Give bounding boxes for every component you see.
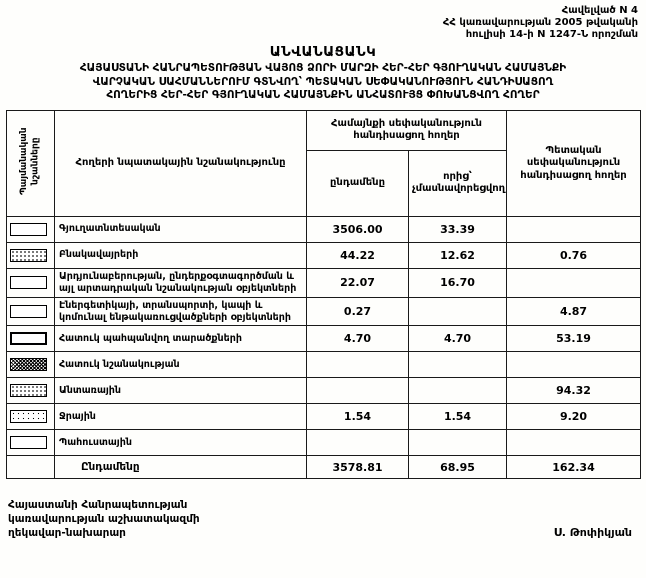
legend-symbol-cell bbox=[7, 242, 55, 268]
community-nonprivatizable-value bbox=[409, 297, 507, 326]
legend-symbol-cell bbox=[7, 268, 55, 297]
community-nonprivatizable-value bbox=[409, 378, 507, 404]
state-value: 53.19 bbox=[507, 326, 641, 352]
state-value: 4.87 bbox=[507, 297, 641, 326]
legend-symbol bbox=[10, 223, 47, 236]
community-nonprivatizable-value: 33.39 bbox=[409, 216, 507, 242]
signatory-name: Ս. Թոփիկյան bbox=[553, 526, 632, 540]
table-row bbox=[7, 326, 641, 352]
state-value bbox=[507, 268, 641, 297]
appendix-header-line: հուլիսի 14-ի N 1247-Ն որոշման bbox=[465, 29, 638, 40]
column-header-purpose: Հողերի նպատակային նշանակությունը bbox=[55, 110, 307, 216]
signatory-title-line: կառավարության աշխատակազմի bbox=[8, 513, 200, 526]
community-total-value: 44.22 bbox=[307, 242, 409, 268]
legend-symbol-cell bbox=[7, 404, 55, 430]
column-header-symbols-label: Պայմանական նշանները bbox=[19, 127, 41, 195]
community-nonprivatizable-value: 12.62 bbox=[409, 242, 507, 268]
signatory-title-line: Հայաստանի Հանրապետության bbox=[8, 499, 188, 512]
table-row bbox=[7, 216, 641, 242]
state-value: 0.76 bbox=[507, 242, 641, 268]
community-total-value: 3506.00 bbox=[307, 216, 409, 242]
table-row bbox=[7, 404, 641, 430]
table-row bbox=[7, 378, 641, 404]
document-footer bbox=[6, 499, 640, 540]
community-total-value: 4.70 bbox=[307, 326, 409, 352]
total-row-label: Ընդամենը bbox=[55, 456, 307, 479]
community-nonprivatizable-value bbox=[409, 352, 507, 378]
land-transfer-table bbox=[6, 110, 641, 480]
land-type-label: Էներգետիկայի, տրանսպորտի, կապի և կոմունալ ենթակառուցվածքների օբյեկտների bbox=[55, 297, 307, 326]
legend-symbol bbox=[10, 410, 47, 423]
community-nonprivatizable-value: 4.70 bbox=[409, 326, 507, 352]
land-type-label: Պահուստային bbox=[55, 430, 307, 456]
community-nonprivatizable-value: 1.54 bbox=[409, 404, 507, 430]
community-total-value bbox=[307, 430, 409, 456]
signatory-title-line: ղեկավար-նախարար bbox=[8, 526, 126, 539]
legend-symbol bbox=[10, 249, 47, 262]
land-type-label: Անտառային bbox=[55, 378, 307, 404]
community-nonprivatizable-value: 16.70 bbox=[409, 268, 507, 297]
state-value bbox=[507, 430, 641, 456]
subtitle-line: ՀՈՂԵՐԻՑ ՀԵՐ-ՀԵՐ ԳՅՈՒՂԱԿԱՆ ՀԱՄԱՅՆՔԻՆ ԱՆՀԱՏՈՒՅՑ ՓՈԽԱՆՑՎՈՂ ՀՈՂԵՐ bbox=[106, 89, 540, 102]
document-title: ԱՆՎԱՆԱՑԱՆԿ bbox=[269, 44, 377, 60]
legend-symbol-cell bbox=[7, 216, 55, 242]
total-state-value: 162.34 bbox=[507, 456, 641, 479]
state-value: 94.32 bbox=[507, 378, 641, 404]
table-total-row bbox=[7, 456, 641, 479]
column-header-symbols bbox=[7, 110, 55, 216]
column-header-community-total: ընդամենը bbox=[307, 150, 409, 216]
land-type-label: Բնակավայրերի bbox=[55, 242, 307, 268]
signatory-title bbox=[8, 499, 200, 540]
state-value bbox=[507, 352, 641, 378]
appendix-header-line: ՀՀ կառավարության 2005 թվականի bbox=[442, 17, 638, 28]
legend-symbol-cell bbox=[7, 456, 55, 479]
land-type-label: Ջրային bbox=[55, 404, 307, 430]
table-row bbox=[7, 242, 641, 268]
community-total-value bbox=[307, 352, 409, 378]
table-row bbox=[7, 352, 641, 378]
subtitle-line: ՀԱՅԱՍՏԱՆԻ ՀԱՆՐԱՊԵՏՈՒԹՅԱՆ ՎԱՅՈՑ ՁՈՐԻ ՄԱՐԶԻ ՀԵՐ-ՀԵՐ ԳՅՈՒՂԱԿԱՆ ՀԱՄԱՅՆՔԻ bbox=[79, 62, 567, 74]
table-row bbox=[7, 268, 641, 297]
legend-symbol bbox=[10, 358, 47, 371]
land-type-label: Արդյունաբերության, ընդերքօգտագործման և այլ արտադրական նշանակության օբյեկտների bbox=[55, 268, 307, 297]
column-header-community-nonprivatizable: որից՝ չմասնավորեցվող bbox=[409, 150, 507, 216]
legend-symbol bbox=[10, 332, 47, 345]
legend-symbol-cell bbox=[7, 297, 55, 326]
legend-symbol bbox=[10, 276, 47, 289]
land-type-label: Հատուկ պահպանվող տարածքների bbox=[55, 326, 307, 352]
community-total-value: 22.07 bbox=[307, 268, 409, 297]
table-row bbox=[7, 297, 641, 326]
subtitle-line: ՎԱՐՉԱԿԱՆ ՍԱՀՄԱՆՆԵՐՈՒՄ ԳՏՆՎՈՂ՝ ՊԵՏԱԿԱՆ ՍԵՓԱԿԱՆՈՒԹՅՈՒՆ ՀԱՆԴԻՍԱՑՈՂ bbox=[92, 75, 554, 88]
legend-symbol bbox=[10, 436, 47, 449]
table-row bbox=[7, 430, 641, 456]
appendix-header bbox=[6, 5, 640, 41]
community-nonprivatizable-value bbox=[409, 430, 507, 456]
legend-symbol bbox=[10, 305, 47, 318]
appendix-header-line: Հավելված N 4 bbox=[561, 5, 638, 16]
land-type-label: Գյուղատնտեսական bbox=[55, 216, 307, 242]
community-total-value bbox=[307, 378, 409, 404]
community-total-value: 0.27 bbox=[307, 297, 409, 326]
column-header-state: Պետական սեփականություն հանդիսացող հողեր bbox=[507, 110, 641, 216]
total-community-nonprivatizable-value: 68.95 bbox=[409, 456, 507, 479]
state-value: 9.20 bbox=[507, 404, 641, 430]
legend-symbol-cell bbox=[7, 378, 55, 404]
legend-symbol-cell bbox=[7, 326, 55, 352]
legend-symbol bbox=[10, 384, 47, 397]
community-total-value: 1.54 bbox=[307, 404, 409, 430]
document-subtitle bbox=[6, 62, 640, 103]
state-value bbox=[507, 216, 641, 242]
legend-symbol-cell bbox=[7, 352, 55, 378]
column-header-community-group: Համայնքի սեփականություն հանդիսացող հողեր bbox=[307, 110, 507, 150]
total-community-total-value: 3578.81 bbox=[307, 456, 409, 479]
land-type-label: Հատուկ նշանակության bbox=[55, 352, 307, 378]
legend-symbol-cell bbox=[7, 430, 55, 456]
